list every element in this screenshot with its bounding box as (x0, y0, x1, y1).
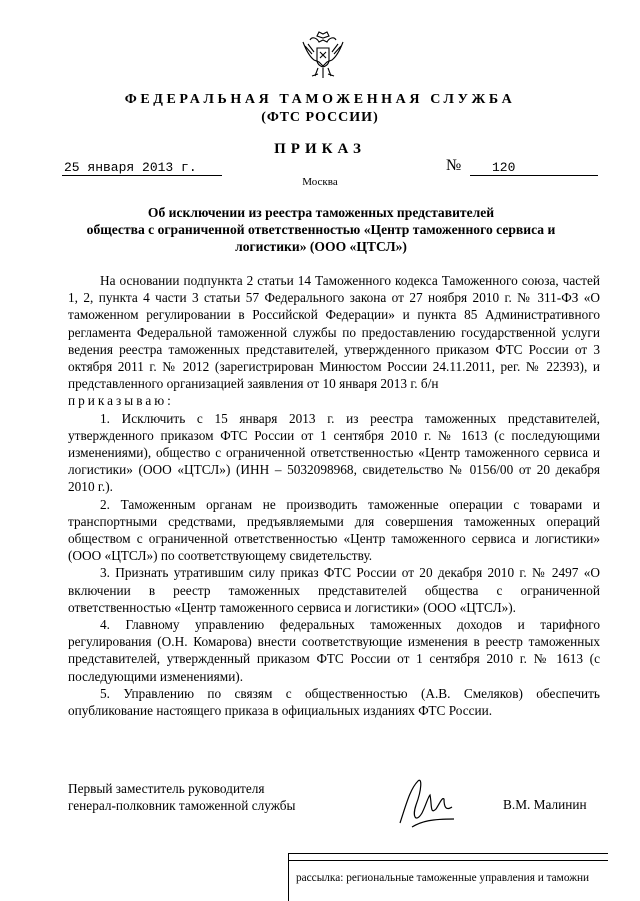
russian-coat-of-arms-icon (300, 30, 346, 82)
agency-name: ФЕДЕРАЛЬНАЯ ТАМОЖЕННАЯ СЛУЖБА (124, 92, 516, 107)
order-item: 2. Таможенным органам не производить таможенные операции с товарами и транспортными средствами, предъявляемыми для совершения таможенных операций обществом с ограниченной ответственностью «Центр таможенного сервиса и логистики» (ООО «ЦТСЛ») по соответствующему свидетельству. (68, 496, 600, 564)
order-item: 3. Признать утратившим силу приказ ФТС России от 20 декабря 2010 г. № 2497 «О включении в реестр таможенных представителей общества с ограниченной ответственностью «Центр таможенного сервиса и логистики» (ООО «ЦТСЛ»). (68, 565, 600, 615)
order-heading (60, 204, 582, 255)
handwritten-signature (392, 775, 462, 833)
order-number: 120 (470, 160, 598, 176)
order-item: 5. Управлению по связям с общественностью (А.В. Смеляков) обеспечить опубликование настоящего приказа в официальных изданиях ФТС России. (68, 685, 600, 719)
order-date: 25 января 2013 г. (62, 160, 222, 176)
distribution-divider (288, 853, 608, 854)
agency-short-name: (ФТС РОССИИ) (261, 110, 379, 125)
heading-line: Об исключении из реестра таможенных представителей (147, 205, 495, 220)
order-title: ПРИКАЗ (274, 141, 366, 157)
city: Москва (302, 176, 338, 188)
distribution-list: рассылка: региональные таможенные управления и таможни (296, 872, 590, 884)
position-line: Первый заместитель руководителя (68, 781, 265, 796)
order-item: 4. Главному управлению федеральных таможенных доходов и тарифного регулирования (О.Н. Комарова) внести соответствующие изменения в реестр таможенных представителей, утвержденный приказом ФТС России от 1 сентября 2010 г. № 1613 (с последующими изменениями). (68, 617, 600, 684)
order-item: 1. Исключить с 15 января 2013 г. из реестра таможенных представителей, утвержденного приказом ФТС России от 1 сентября 2010 г. № 1613 (с последующими изменениями), общество с ограниченной ответственностью «Центр таможенного сервиса и логистики» (ООО «ЦТСЛ») (ИНН – 5032098968, свидетельство № 0156/00 от 20 декабря 2010 г.). (68, 410, 600, 495)
heading-line: общества с ограниченной ответственностью «Центр таможенного сервиса и (86, 222, 556, 237)
order-body (68, 272, 600, 719)
decree-word: приказываю: (68, 393, 174, 409)
intro-paragraph: На основании подпункта 2 статьи 14 Таможенного кодекса Таможенного союза, частей 1, 2, пункта 4 части 3 статьи 57 Федерального закона от 27 ноября 2010 г. № 311-ФЗ «О таможенном регулировании в Российской Федерации» и пункта 85 Административного регламента Федеральной таможенной службы по предоставлению государственной услуги ведения реестра таможенных представителей, утвержденного приказом ФТС России от 3 октября 2011 г. № 2012 (зарегистрирован Минюстом России 24.11.2011, рег. № 22393), и представленного организацией заявления от 10 января 2013 г. б/н (68, 273, 600, 392)
distribution-divider (288, 860, 608, 861)
signatory-name: В.М. Малинин (503, 797, 587, 812)
distribution-border (288, 853, 289, 901)
signatory-position (68, 780, 295, 814)
heading-line: логистики» (ООО «ЦТСЛ») (235, 239, 407, 254)
position-line: генерал-полковник таможенной службы (68, 798, 296, 813)
number-sign: № (446, 157, 462, 174)
